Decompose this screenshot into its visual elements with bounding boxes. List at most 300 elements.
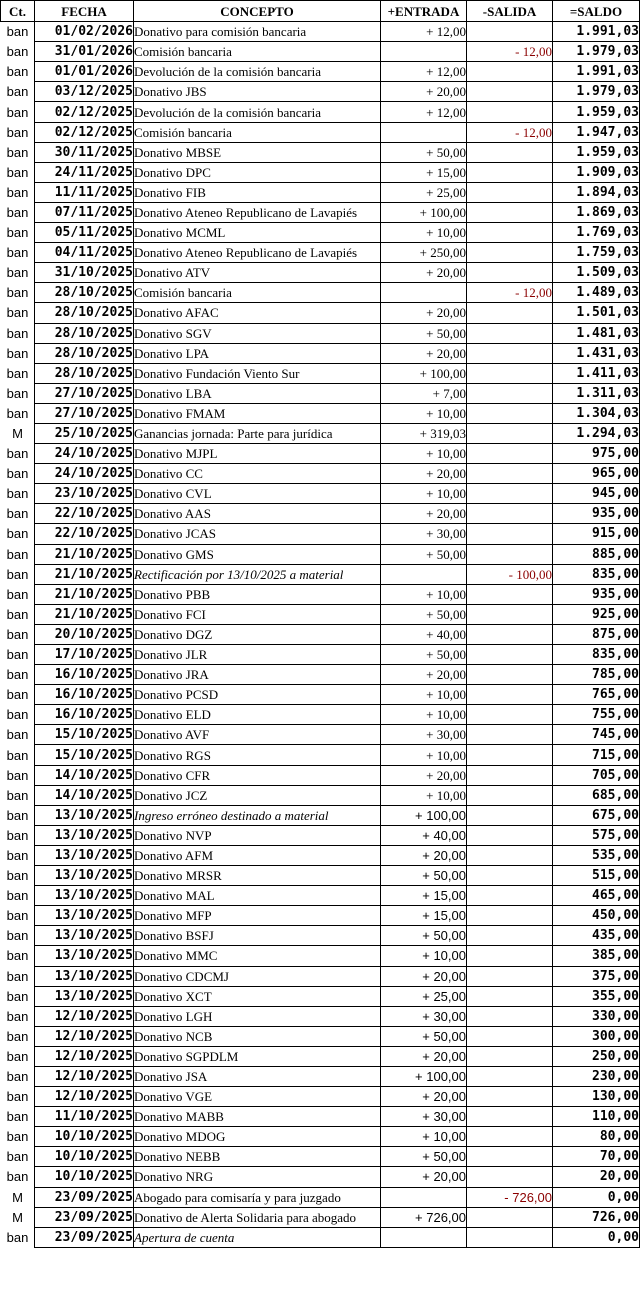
table-row	[1, 1207, 640, 1227]
row-concepto: Donativo MFP	[134, 906, 381, 926]
row-entrada: + 10,00	[381, 785, 467, 805]
row-salida	[467, 423, 553, 443]
row-concepto: Donativo CFR	[134, 765, 381, 785]
table-row	[1, 62, 640, 82]
table-row	[1, 1066, 640, 1086]
row-salida	[467, 765, 553, 785]
row-saldo: 1.294,03	[553, 423, 640, 443]
table-row	[1, 584, 640, 604]
row-entrada: + 30,00	[381, 524, 467, 544]
row-entrada: + 20,00	[381, 765, 467, 785]
row-ct: ban	[1, 1167, 35, 1187]
row-saldo: 715,00	[553, 745, 640, 765]
row-concepto: Donativo JSA	[134, 1066, 381, 1086]
row-saldo: 515,00	[553, 866, 640, 886]
row-ct: ban	[1, 142, 35, 162]
row-fecha: 01/01/2026	[35, 62, 134, 82]
row-saldo: 1.509,03	[553, 263, 640, 283]
row-fecha: 24/10/2025	[35, 444, 134, 464]
row-entrada: + 20,00	[381, 966, 467, 986]
row-entrada: + 50,00	[381, 604, 467, 624]
row-entrada: + 10,00	[381, 1127, 467, 1147]
row-fecha: 15/10/2025	[35, 745, 134, 765]
row-salida	[467, 866, 553, 886]
row-concepto: Donativo XCT	[134, 986, 381, 1006]
row-salida	[467, 946, 553, 966]
row-concepto: Donativo Ateneo Republicano de Lavapiés	[134, 243, 381, 263]
row-concepto: Donativo PBB	[134, 584, 381, 604]
row-salida	[467, 202, 553, 222]
row-saldo: 1.979,03	[553, 42, 640, 62]
row-salida	[467, 886, 553, 906]
row-saldo: 1.959,03	[553, 142, 640, 162]
row-saldo: 835,00	[553, 564, 640, 584]
table-row	[1, 765, 640, 785]
row-ct: ban	[1, 182, 35, 202]
table-row	[1, 202, 640, 222]
row-entrada: + 50,00	[381, 1147, 467, 1167]
row-ct: M	[1, 423, 35, 443]
row-salida	[467, 243, 553, 263]
row-saldo: 1.979,03	[553, 82, 640, 102]
row-saldo: 375,00	[553, 966, 640, 986]
row-fecha: 22/10/2025	[35, 524, 134, 544]
row-saldo: 1.991,03	[553, 62, 640, 82]
row-salida	[467, 685, 553, 705]
row-ct: ban	[1, 504, 35, 524]
table-row	[1, 504, 640, 524]
table-row	[1, 986, 640, 1006]
table-row	[1, 1046, 640, 1066]
row-ct: ban	[1, 725, 35, 745]
row-saldo: 726,00	[553, 1207, 640, 1227]
table-row	[1, 22, 640, 42]
row-entrada: + 20,00	[381, 1087, 467, 1107]
row-entrada: + 20,00	[381, 845, 467, 865]
row-ct: ban	[1, 383, 35, 403]
row-salida	[467, 504, 553, 524]
row-salida	[467, 263, 553, 283]
table-row	[1, 745, 640, 765]
row-fecha: 31/01/2026	[35, 42, 134, 62]
row-concepto: Devolución de la comisión bancaria	[134, 62, 381, 82]
row-ct: ban	[1, 484, 35, 504]
row-entrada: + 12,00	[381, 102, 467, 122]
row-salida	[467, 102, 553, 122]
row-ct: ban	[1, 765, 35, 785]
row-saldo: 465,00	[553, 886, 640, 906]
table-row	[1, 343, 640, 363]
row-fecha: 13/10/2025	[35, 966, 134, 986]
row-concepto: Ganancias jornada: Parte para jurídica	[134, 423, 381, 443]
row-fecha: 31/10/2025	[35, 263, 134, 283]
row-fecha: 30/11/2025	[35, 142, 134, 162]
row-concepto: Donativo JBS	[134, 82, 381, 102]
row-salida	[467, 1087, 553, 1107]
table-row	[1, 162, 640, 182]
row-saldo: 1.411,03	[553, 363, 640, 383]
row-concepto: Donativo GMS	[134, 544, 381, 564]
row-fecha: 01/02/2026	[35, 22, 134, 42]
row-salida	[467, 665, 553, 685]
row-ct: M	[1, 1187, 35, 1207]
row-salida	[467, 1147, 553, 1167]
row-entrada: + 15,00	[381, 886, 467, 906]
table-row	[1, 785, 640, 805]
row-concepto: Comisión bancaria	[134, 42, 381, 62]
row-concepto: Donativo JCAS	[134, 524, 381, 544]
row-concepto: Donativo ELD	[134, 705, 381, 725]
row-saldo: 1.431,03	[553, 343, 640, 363]
row-salida	[467, 383, 553, 403]
row-saldo: 1.759,03	[553, 243, 640, 263]
row-fecha: 23/09/2025	[35, 1227, 134, 1247]
row-entrada: + 10,00	[381, 223, 467, 243]
row-concepto: Donativo NCB	[134, 1026, 381, 1046]
row-entrada	[381, 564, 467, 584]
table-row	[1, 484, 640, 504]
table-row	[1, 283, 640, 303]
row-salida	[467, 805, 553, 825]
table-row	[1, 464, 640, 484]
row-concepto: Donativo de Alerta Solidaria para abogado	[134, 1207, 381, 1227]
row-ct: ban	[1, 785, 35, 805]
row-ct: ban	[1, 966, 35, 986]
table-row	[1, 926, 640, 946]
row-fecha: 07/11/2025	[35, 202, 134, 222]
header-ct: Ct.	[1, 1, 35, 22]
row-salida	[467, 323, 553, 343]
row-fecha: 13/10/2025	[35, 825, 134, 845]
row-concepto: Donativo LPA	[134, 343, 381, 363]
row-salida	[467, 142, 553, 162]
table-row	[1, 1026, 640, 1046]
row-entrada: + 100,00	[381, 363, 467, 383]
table-row	[1, 524, 640, 544]
row-fecha: 24/11/2025	[35, 162, 134, 182]
row-ct: ban	[1, 82, 35, 102]
table-row	[1, 624, 640, 644]
row-entrada: + 10,00	[381, 705, 467, 725]
row-entrada: + 12,00	[381, 22, 467, 42]
row-saldo: 935,00	[553, 584, 640, 604]
table-row	[1, 544, 640, 564]
row-salida	[467, 725, 553, 745]
header-fecha: FECHA	[35, 1, 134, 22]
row-saldo: 685,00	[553, 785, 640, 805]
row-salida	[467, 584, 553, 604]
row-fecha: 13/10/2025	[35, 845, 134, 865]
row-concepto: Comisión bancaria	[134, 283, 381, 303]
row-concepto: Donativo FMAM	[134, 403, 381, 423]
row-ct: ban	[1, 1046, 35, 1066]
row-salida	[467, 745, 553, 765]
row-entrada: + 15,00	[381, 906, 467, 926]
table-row	[1, 604, 640, 624]
row-salida	[467, 1107, 553, 1127]
row-entrada: + 30,00	[381, 1107, 467, 1127]
row-concepto: Donativo NEBB	[134, 1147, 381, 1167]
row-ct: ban	[1, 745, 35, 765]
table-row	[1, 564, 640, 584]
row-fecha: 03/12/2025	[35, 82, 134, 102]
header-row	[1, 1, 640, 22]
row-ct: ban	[1, 444, 35, 464]
row-fecha: 28/10/2025	[35, 363, 134, 383]
row-concepto: Donativo SGV	[134, 323, 381, 343]
row-fecha: 12/10/2025	[35, 1087, 134, 1107]
row-ct: ban	[1, 524, 35, 544]
table-row	[1, 825, 640, 845]
row-concepto: Donativo Ateneo Republicano de Lavapiés	[134, 202, 381, 222]
row-saldo: 385,00	[553, 946, 640, 966]
row-entrada: + 7,00	[381, 383, 467, 403]
row-saldo: 705,00	[553, 765, 640, 785]
row-salida	[467, 22, 553, 42]
row-fecha: 21/10/2025	[35, 564, 134, 584]
row-ct: ban	[1, 323, 35, 343]
row-entrada	[381, 1227, 467, 1247]
row-salida	[467, 403, 553, 423]
row-fecha: 21/10/2025	[35, 604, 134, 624]
row-concepto: Donativo MBSE	[134, 142, 381, 162]
row-ct: ban	[1, 464, 35, 484]
row-salida	[467, 182, 553, 202]
header-saldo: =SALDO	[553, 1, 640, 22]
row-entrada	[381, 42, 467, 62]
row-fecha: 13/10/2025	[35, 926, 134, 946]
row-fecha: 05/11/2025	[35, 223, 134, 243]
row-saldo: 885,00	[553, 544, 640, 564]
row-ct: ban	[1, 42, 35, 62]
row-salida: - 12,00	[467, 283, 553, 303]
row-fecha: 24/10/2025	[35, 464, 134, 484]
row-entrada: + 30,00	[381, 1006, 467, 1026]
row-entrada: + 30,00	[381, 725, 467, 745]
row-fecha: 13/10/2025	[35, 886, 134, 906]
row-salida	[467, 82, 553, 102]
table-row	[1, 845, 640, 865]
row-salida	[467, 1227, 553, 1247]
row-fecha: 28/10/2025	[35, 283, 134, 303]
row-concepto: Donativo PCSD	[134, 685, 381, 705]
row-salida	[467, 785, 553, 805]
row-fecha: 16/10/2025	[35, 705, 134, 725]
row-saldo: 1.909,03	[553, 162, 640, 182]
row-saldo: 70,00	[553, 1147, 640, 1167]
row-saldo: 1.501,03	[553, 303, 640, 323]
row-salida	[467, 444, 553, 464]
row-saldo: 675,00	[553, 805, 640, 825]
row-concepto: Donativo BSFJ	[134, 926, 381, 946]
row-concepto: Donativo Fundación Viento Sur	[134, 363, 381, 383]
table-row	[1, 966, 640, 986]
row-concepto: Donativo VGE	[134, 1087, 381, 1107]
row-entrada: + 20,00	[381, 665, 467, 685]
row-entrada	[381, 283, 467, 303]
row-entrada: + 10,00	[381, 946, 467, 966]
table-row	[1, 1107, 640, 1127]
row-salida	[467, 363, 553, 383]
table-row	[1, 102, 640, 122]
row-concepto: Donativo MJPL	[134, 444, 381, 464]
row-entrada: + 10,00	[381, 685, 467, 705]
row-salida: - 726,00	[467, 1187, 553, 1207]
row-fecha: 16/10/2025	[35, 685, 134, 705]
row-fecha: 21/10/2025	[35, 544, 134, 564]
row-ct: ban	[1, 343, 35, 363]
row-salida	[467, 1207, 553, 1227]
row-entrada: + 50,00	[381, 323, 467, 343]
row-concepto: Donativo CVL	[134, 484, 381, 504]
row-saldo: 230,00	[553, 1066, 640, 1086]
table-row	[1, 665, 640, 685]
row-salida	[467, 705, 553, 725]
table-row	[1, 82, 640, 102]
row-ct: M	[1, 1207, 35, 1227]
row-entrada: + 20,00	[381, 303, 467, 323]
row-saldo: 1.769,03	[553, 223, 640, 243]
row-concepto: Donativo AFM	[134, 845, 381, 865]
row-salida	[467, 1127, 553, 1147]
row-saldo: 535,00	[553, 845, 640, 865]
table-row	[1, 122, 640, 142]
row-fecha: 11/11/2025	[35, 182, 134, 202]
row-concepto: Donativo AFAC	[134, 303, 381, 323]
row-concepto: Donativo AVF	[134, 725, 381, 745]
row-concepto: Rectificación por 13/10/2025 a material	[134, 564, 381, 584]
table-row	[1, 906, 640, 926]
table-row	[1, 42, 640, 62]
row-saldo: 435,00	[553, 926, 640, 946]
row-ct: ban	[1, 1147, 35, 1167]
row-saldo: 0,00	[553, 1187, 640, 1207]
row-saldo: 755,00	[553, 705, 640, 725]
row-salida	[467, 343, 553, 363]
row-fecha: 13/10/2025	[35, 906, 134, 926]
row-fecha: 28/10/2025	[35, 323, 134, 343]
row-concepto: Donativo MRSR	[134, 866, 381, 886]
row-concepto: Donativo LBA	[134, 383, 381, 403]
row-concepto: Donativo CDCMJ	[134, 966, 381, 986]
row-fecha: 21/10/2025	[35, 584, 134, 604]
row-fecha: 25/10/2025	[35, 423, 134, 443]
row-entrada: + 50,00	[381, 1026, 467, 1046]
row-fecha: 02/12/2025	[35, 122, 134, 142]
row-saldo: 20,00	[553, 1167, 640, 1187]
row-saldo: 355,00	[553, 986, 640, 1006]
row-ct: ban	[1, 906, 35, 926]
header-entrada: +ENTRADA	[381, 1, 467, 22]
row-fecha: 02/12/2025	[35, 102, 134, 122]
row-entrada: + 50,00	[381, 866, 467, 886]
row-entrada: + 20,00	[381, 464, 467, 484]
ledger-body	[1, 22, 640, 1248]
row-concepto: Abogado para comisaría y para juzgado	[134, 1187, 381, 1207]
header-salida: -SALIDA	[467, 1, 553, 22]
row-salida	[467, 1006, 553, 1026]
row-salida	[467, 162, 553, 182]
row-salida	[467, 966, 553, 986]
row-salida	[467, 484, 553, 504]
row-fecha: 22/10/2025	[35, 504, 134, 524]
row-entrada: + 10,00	[381, 584, 467, 604]
row-entrada: + 50,00	[381, 645, 467, 665]
row-ct: ban	[1, 1107, 35, 1127]
row-entrada: + 40,00	[381, 624, 467, 644]
row-entrada: + 40,00	[381, 825, 467, 845]
row-saldo: 1.869,03	[553, 202, 640, 222]
row-fecha: 13/10/2025	[35, 866, 134, 886]
row-fecha: 13/10/2025	[35, 986, 134, 1006]
row-ct: ban	[1, 825, 35, 845]
row-ct: ban	[1, 22, 35, 42]
row-concepto: Donativo FIB	[134, 182, 381, 202]
row-concepto: Donativo MAL	[134, 886, 381, 906]
row-ct: ban	[1, 986, 35, 1006]
table-row	[1, 1087, 640, 1107]
row-ct: ban	[1, 886, 35, 906]
row-salida: - 12,00	[467, 122, 553, 142]
row-ct: ban	[1, 866, 35, 886]
row-entrada: + 10,00	[381, 745, 467, 765]
row-saldo: 250,00	[553, 1046, 640, 1066]
row-ct: ban	[1, 544, 35, 564]
table-row	[1, 866, 640, 886]
row-saldo: 1.311,03	[553, 383, 640, 403]
row-saldo: 1.489,03	[553, 283, 640, 303]
row-concepto: Donativo RGS	[134, 745, 381, 765]
row-ct: ban	[1, 604, 35, 624]
row-concepto: Donativo MCML	[134, 223, 381, 243]
row-saldo: 765,00	[553, 685, 640, 705]
row-entrada	[381, 122, 467, 142]
row-salida	[467, 926, 553, 946]
row-salida	[467, 825, 553, 845]
table-row	[1, 1167, 640, 1187]
row-entrada: + 100,00	[381, 1066, 467, 1086]
header-concepto: CONCEPTO	[134, 1, 381, 22]
row-entrada: + 10,00	[381, 444, 467, 464]
row-salida	[467, 524, 553, 544]
row-salida	[467, 906, 553, 926]
row-entrada: + 50,00	[381, 926, 467, 946]
row-fecha: 27/10/2025	[35, 383, 134, 403]
row-saldo: 1.947,03	[553, 122, 640, 142]
row-entrada: + 319,03	[381, 423, 467, 443]
row-ct: ban	[1, 624, 35, 644]
row-saldo: 935,00	[553, 504, 640, 524]
row-saldo: 785,00	[553, 665, 640, 685]
row-ct: ban	[1, 283, 35, 303]
row-entrada: + 20,00	[381, 263, 467, 283]
row-fecha: 27/10/2025	[35, 403, 134, 423]
row-entrada: + 12,00	[381, 62, 467, 82]
row-concepto: Donativo MDOG	[134, 1127, 381, 1147]
row-fecha: 17/10/2025	[35, 645, 134, 665]
row-ct: ban	[1, 805, 35, 825]
row-salida	[467, 303, 553, 323]
table-row	[1, 946, 640, 966]
row-ct: ban	[1, 202, 35, 222]
table-row	[1, 805, 640, 825]
table-row	[1, 403, 640, 423]
row-fecha: 23/09/2025	[35, 1187, 134, 1207]
table-row	[1, 142, 640, 162]
row-saldo: 965,00	[553, 464, 640, 484]
table-row	[1, 886, 640, 906]
row-salida	[467, 223, 553, 243]
